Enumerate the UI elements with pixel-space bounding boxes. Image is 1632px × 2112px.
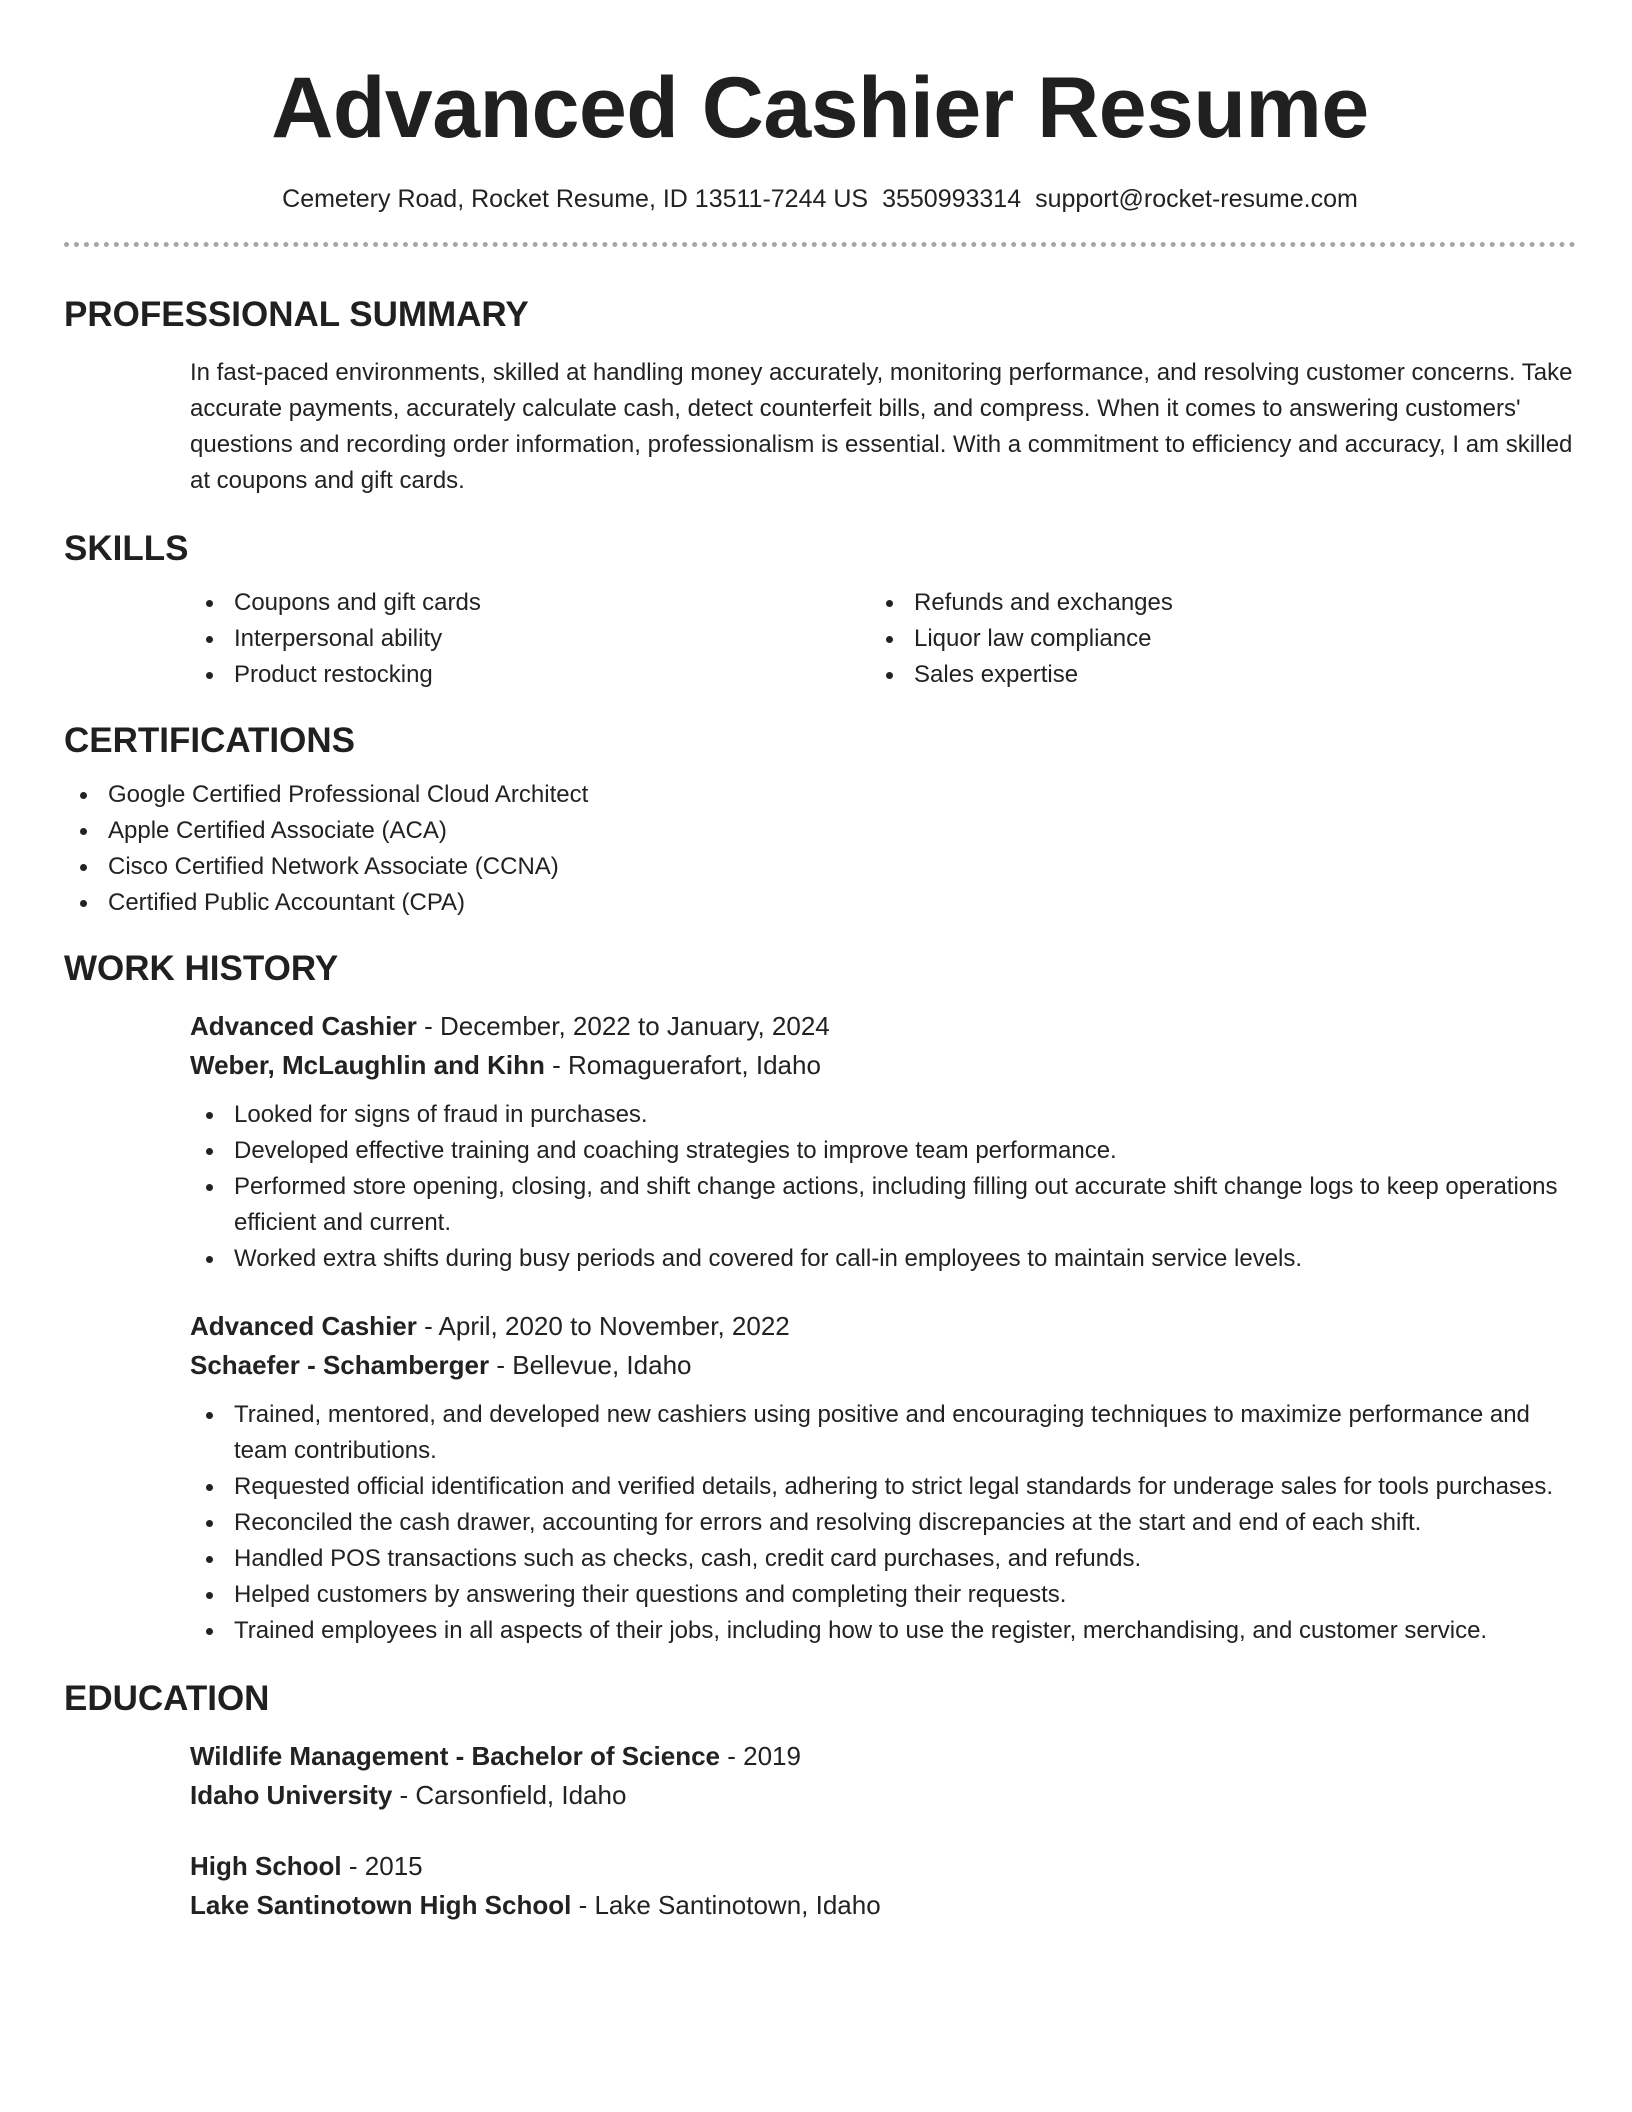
job-entry: [190, 1307, 1576, 1649]
education-entry: [190, 1847, 1576, 1925]
education-degree-line: [190, 1847, 1576, 1886]
list-item: Certified Public Accountant (CPA): [64, 885, 1576, 921]
job-bullets: [190, 1397, 1576, 1649]
list-item: Coupons and gift cards: [190, 585, 870, 621]
education-school-line: [190, 1776, 1576, 1815]
contact-email: support@rocket-resume.com: [1035, 185, 1358, 213]
job-company-line: [190, 1046, 1576, 1085]
education-degree: Wildlife Management - Bachelor of Science: [190, 1741, 720, 1771]
job-role: Advanced Cashier: [190, 1311, 417, 1341]
education-degree: High School: [190, 1851, 342, 1881]
job-role: Advanced Cashier: [190, 1011, 417, 1041]
education-school: Idaho University: [190, 1780, 393, 1810]
certifications-list: [64, 777, 1576, 921]
job-entry: [190, 1007, 1576, 1277]
education-degree-line: [190, 1737, 1576, 1776]
skills-heading: SKILLS: [64, 529, 189, 568]
skills-section: [64, 527, 1576, 693]
skills-list-right: [870, 585, 1550, 693]
list-item: Google Certified Professional Cloud Architect: [64, 777, 1576, 813]
resume-page: [64, 0, 1576, 1925]
list-item: Trained, mentored, and developed new cashiers using positive and encouraging techniques to maximize performance and team contributions.: [190, 1397, 1576, 1469]
list-item: Liquor law compliance: [870, 621, 1550, 657]
education-section: [64, 1677, 1576, 1925]
job-bullets: [190, 1097, 1576, 1277]
education-location: - Lake Santinotown, Idaho: [571, 1890, 881, 1920]
summary-section: [64, 293, 1576, 499]
contact-phone: 3550993314: [882, 185, 1022, 213]
education-location: - Carsonfield, Idaho: [392, 1780, 627, 1810]
work-section: [64, 947, 1576, 1649]
list-item: Apple Certified Associate (ACA): [64, 813, 1576, 849]
job-company: Schaefer - Schamberger: [190, 1350, 490, 1380]
list-item: Refunds and exchanges: [870, 585, 1550, 621]
summary-heading: PROFESSIONAL SUMMARY: [64, 295, 529, 334]
education-year: - 2015: [341, 1851, 423, 1881]
education-heading: EDUCATION: [64, 1679, 270, 1718]
list-item: Interpersonal ability: [190, 621, 870, 657]
education-year: - 2019: [720, 1741, 801, 1771]
list-item: Worked extra shifts during busy periods and covered for call-in employees to maintain service levels.: [190, 1241, 1576, 1277]
job-dates: - December, 2022 to January, 2024: [416, 1011, 830, 1041]
list-item: Sales expertise: [870, 657, 1550, 693]
job-dates: - April, 2020 to November, 2022: [416, 1311, 790, 1341]
job-location: - Bellevue, Idaho: [489, 1350, 692, 1380]
education-school-line: [190, 1886, 1576, 1925]
job-title-line: [190, 1307, 1576, 1346]
job-company: Weber, McLaughlin and Kihn: [190, 1050, 545, 1080]
resume-title: Advanced Cashier Resume: [271, 60, 1369, 156]
list-item: Cisco Certified Network Associate (CCNA): [64, 849, 1576, 885]
job-location: - Romaguerafort, Idaho: [544, 1050, 821, 1080]
contact-address: Cemetery Road, Rocket Resume, ID 13511-7244 US: [282, 185, 869, 213]
job-company-line: [190, 1346, 1576, 1385]
list-item: Helped customers by answering their questions and completing their requests.: [190, 1577, 1576, 1613]
contact-line: [64, 182, 1576, 216]
skills-grid: [190, 585, 1576, 693]
list-item: Product restocking: [190, 657, 870, 693]
list-item: Handled POS transactions such as checks, cash, credit card purchases, and refunds.: [190, 1541, 1576, 1577]
certifications-section: [64, 719, 1576, 921]
header-divider: [64, 242, 1576, 247]
education-entry: [190, 1737, 1576, 1815]
skills-list-left: [190, 585, 870, 693]
work-heading: WORK HISTORY: [64, 949, 339, 988]
list-item: Reconciled the cash drawer, accounting for errors and resolving discrepancies at the start and end of each shift.: [190, 1505, 1576, 1541]
certifications-heading: CERTIFICATIONS: [64, 721, 356, 760]
list-item: Performed store opening, closing, and shift change actions, including filling out accurate shift change logs to keep operations efficient and current.: [190, 1169, 1576, 1241]
education-school: Lake Santinotown High School: [190, 1890, 572, 1920]
list-item: Looked for signs of fraud in purchases.: [190, 1097, 1576, 1133]
job-title-line: [190, 1007, 1576, 1046]
list-item: Trained employees in all aspects of their jobs, including how to use the register, merchandising, and customer service.: [190, 1613, 1576, 1649]
summary-text: In fast-paced environments, skilled at handling money accurately, monitoring performance, and resolving customer concerns. Take accurate payments, accurately calculate cash, detect counterfeit bills, and compress. When it comes to answering customers' questions and recording order information, professionalism is essential. With a commitment to efficiency and accuracy, I am skilled at coupons and gift cards.: [190, 359, 1573, 494]
list-item: Developed effective training and coaching strategies to improve team performance.: [190, 1133, 1576, 1169]
list-item: Requested official identification and verified details, adhering to strict legal standards for underage sales for tools purchases.: [190, 1469, 1576, 1505]
